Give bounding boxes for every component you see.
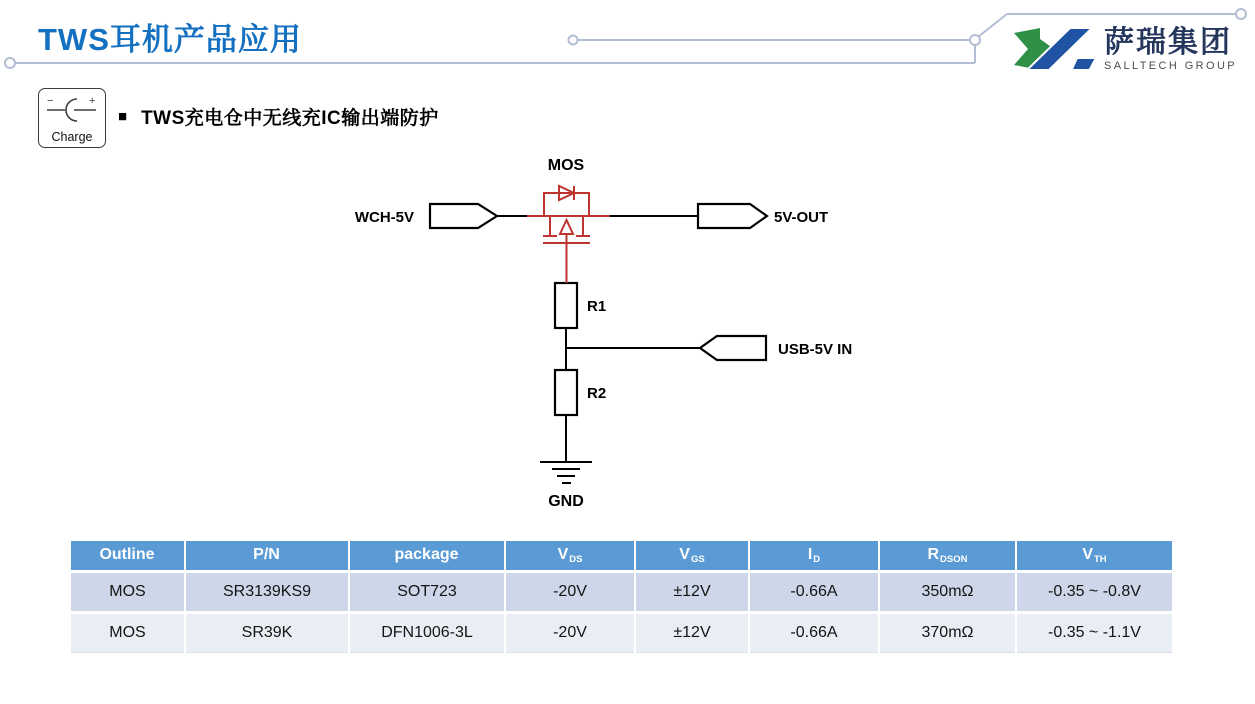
- usb5v-label: USB-5V IN: [778, 341, 853, 358]
- circuit-diagram: [340, 148, 900, 520]
- resistor-r1: [555, 283, 577, 328]
- mosfet-symbol: [527, 186, 610, 283]
- header-pn: P/N: [185, 541, 349, 572]
- page-title: TWS耳机产品应用: [38, 22, 302, 57]
- substrate-arrow: [560, 220, 573, 234]
- r1-label: R1: [587, 298, 607, 315]
- logo-name-cn: 萨瑞集团: [1104, 26, 1232, 59]
- logo-mark-icon: [1014, 28, 1096, 70]
- battery-charge-icon: [44, 94, 100, 122]
- out5v-label: 5V-OUT: [774, 209, 829, 226]
- cell-id: -0.66A: [749, 572, 879, 613]
- plus-sign: +: [89, 95, 96, 107]
- cell-vth: -0.35 ~ -1.1V: [1016, 613, 1172, 653]
- cell-pn: SR39K: [185, 613, 349, 653]
- cell-vds: -20V: [505, 613, 635, 653]
- table-header-row: [71, 541, 1172, 572]
- black-wires: [497, 216, 700, 483]
- header-package: package: [349, 541, 505, 572]
- cell-package: SOT723: [349, 572, 505, 613]
- cell-rdson: 350mΩ: [879, 572, 1016, 613]
- usb5v-flag: [700, 336, 766, 360]
- header-rdson: RDSON: [879, 541, 1016, 572]
- header-id: ID: [749, 541, 879, 572]
- cell-vgs: ±12V: [635, 572, 749, 613]
- table-row: [71, 613, 1172, 653]
- section-heading: [118, 103, 439, 130]
- charge-icon-label: Charge: [51, 130, 93, 144]
- section-heading-text: TWS充电仓中无线充IC输出端防护: [141, 108, 439, 129]
- table-row: [71, 572, 1172, 613]
- company-logo: [1014, 28, 1237, 72]
- header-outline: Outline: [71, 541, 185, 572]
- header-vth: VTH: [1016, 541, 1172, 572]
- out5v-flag: [698, 204, 767, 228]
- bullet-square-icon: ■: [118, 108, 128, 125]
- header-vgs: VGS: [635, 541, 749, 572]
- minus-sign: −: [47, 95, 54, 107]
- cell-pn: SR3139KS9: [185, 572, 349, 613]
- logo-blue-foot: [1072, 58, 1097, 70]
- cell-outline: MOS: [71, 613, 185, 653]
- r2-label: R2: [587, 385, 607, 402]
- logo-name-en: SALLTECH GROUP: [1104, 60, 1238, 72]
- mos-label: MOS: [547, 157, 585, 174]
- cell-rdson: 370mΩ: [879, 613, 1016, 653]
- header-vds: VDS: [505, 541, 635, 572]
- cell-vds: -20V: [505, 572, 635, 613]
- cell-outline: MOS: [71, 572, 185, 613]
- cell-vth: -0.35 ~ -0.8V: [1016, 572, 1172, 613]
- resistor-r2: [555, 370, 577, 415]
- logo-text: [1104, 28, 1237, 72]
- cell-package: DFN1006-3L: [349, 613, 505, 653]
- spec-table: [71, 541, 1172, 653]
- cell-id: -0.66A: [749, 613, 879, 653]
- signal-flags: [430, 204, 767, 360]
- wch5v-label: WCH-5V: [354, 209, 414, 226]
- cell-vgs: ±12V: [635, 613, 749, 653]
- wch5v-flag: [430, 204, 497, 228]
- gnd-label: GND: [548, 493, 584, 510]
- charge-icon-box: [38, 88, 106, 148]
